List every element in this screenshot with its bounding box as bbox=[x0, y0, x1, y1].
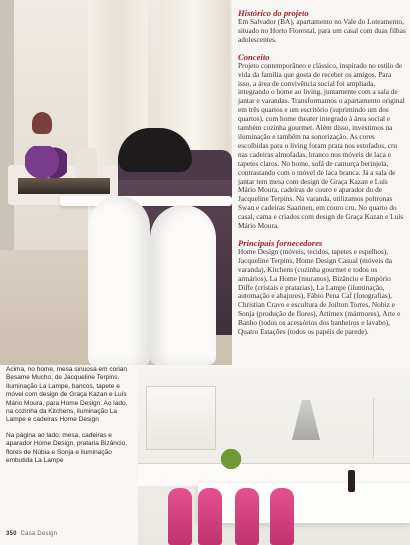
pink-stool bbox=[270, 488, 294, 545]
table-top bbox=[60, 196, 232, 206]
kitchen-island bbox=[198, 483, 410, 523]
living-room-photo bbox=[0, 0, 232, 365]
stacked-books bbox=[18, 178, 110, 194]
article-text-column bbox=[238, 8, 406, 363]
page-number: 350 bbox=[6, 531, 17, 537]
purple-flowers bbox=[25, 146, 67, 180]
magazine-name: Casa Design bbox=[20, 531, 58, 537]
vase bbox=[75, 148, 97, 178]
plant bbox=[218, 446, 244, 472]
lamp bbox=[32, 112, 52, 134]
caption-paragraph-1: Acima, no home, mesa sinuosa em corian Besame Mucho, de Jacqueline Terpins. Iluminação La Lampe, bancos, tapete e móvel com design de Graça Kazan e Luís Mário Moura, para Home Design. Ao lado, na cozinha da Kitchens, iluminação La Lampe e cadeiras Home Design bbox=[6, 366, 128, 424]
wine-bottle bbox=[348, 470, 355, 492]
section-heading-history: Histórico do projeto bbox=[238, 8, 309, 18]
white-cabinet bbox=[373, 398, 410, 458]
pink-stool bbox=[235, 488, 259, 545]
kitchen-photo bbox=[138, 368, 410, 545]
section-body-concept: Projeto contemporâneo e clássico, inspirado no estilo de vida da família que gosta de receber os amigos. Para isso, a área de convivência social foi ampliada, integrando o home ao living, juntamente com a sala de jantar e varandas. Transformamos o apartamento original em três quartos e um escritório (suprimindo um dos quartos), com home theater integrado à área social e também cozinha gourmet. Além disso, investimos na iluminação e também na sonorização. As cores escolhidas para o living foram prata nos estofados, cru nas cadeiras almofadas, branco nos móveis de laca e tapetes claros. No home, sofá de camurça berinjela, contrastando com o móvel de laca branca. Já a sala de jantar tem mesa com design de Graça Kazan e Luís Mário Moura, cadeiras de couro e aparador do de Jacqueline Terpins. Na varanda, utilizamos poltronas Swan e cadeiras Saarinen, em couro cru. No quarto do casal, cama e criados com design de Graça Kazan e Luís Mário Moura. bbox=[238, 60, 405, 231]
section-heading-concept: Conceito bbox=[238, 51, 270, 62]
photo-caption bbox=[6, 366, 132, 472]
section-heading-suppliers: Principais fornecedores bbox=[238, 237, 323, 248]
caption-paragraph-2: Na página ao lado, mesa, cadeiras e aparador Home Design, prataria Bizâncio, flores de Núbia e Sonja e iluminação embutida La Lampe bbox=[6, 431, 128, 465]
section-body-history: Em Salvador (BA), apartamento no Vale do Loteamento, situado no Horto Florestal, para um casal com duas filhas adolescentes. bbox=[238, 17, 406, 44]
section-body-suppliers: Home Design (móveis, tecidos, tapetes e espelhos), Jacqueline Terpins, Home Design Casual (móveis da varanda), Kitchens (cozinha gourmet e todos os armários), La Home (muranos), Bizâncio e Empório Diffe (cristais e pratarias), La Lampe (iluminação, automação e abajures), Fábio Pena Caf (fotografias), Christian Cravo e escultura de Joilton Torres, Nobiz e Sonja (produção de flores), Artimex (mármores), Arte e Banho (todos os acessórios dos banheiros e lavabo), Quatro Estações (todos os papéis de parede). bbox=[238, 246, 401, 337]
glass-cabinet bbox=[146, 386, 216, 450]
pink-stool bbox=[198, 488, 222, 545]
pink-stool bbox=[168, 488, 192, 545]
sculptural-table-leg bbox=[88, 196, 150, 365]
sculptural-table-leg bbox=[150, 205, 216, 365]
page-footer bbox=[6, 531, 57, 537]
range-hood bbox=[292, 400, 320, 440]
